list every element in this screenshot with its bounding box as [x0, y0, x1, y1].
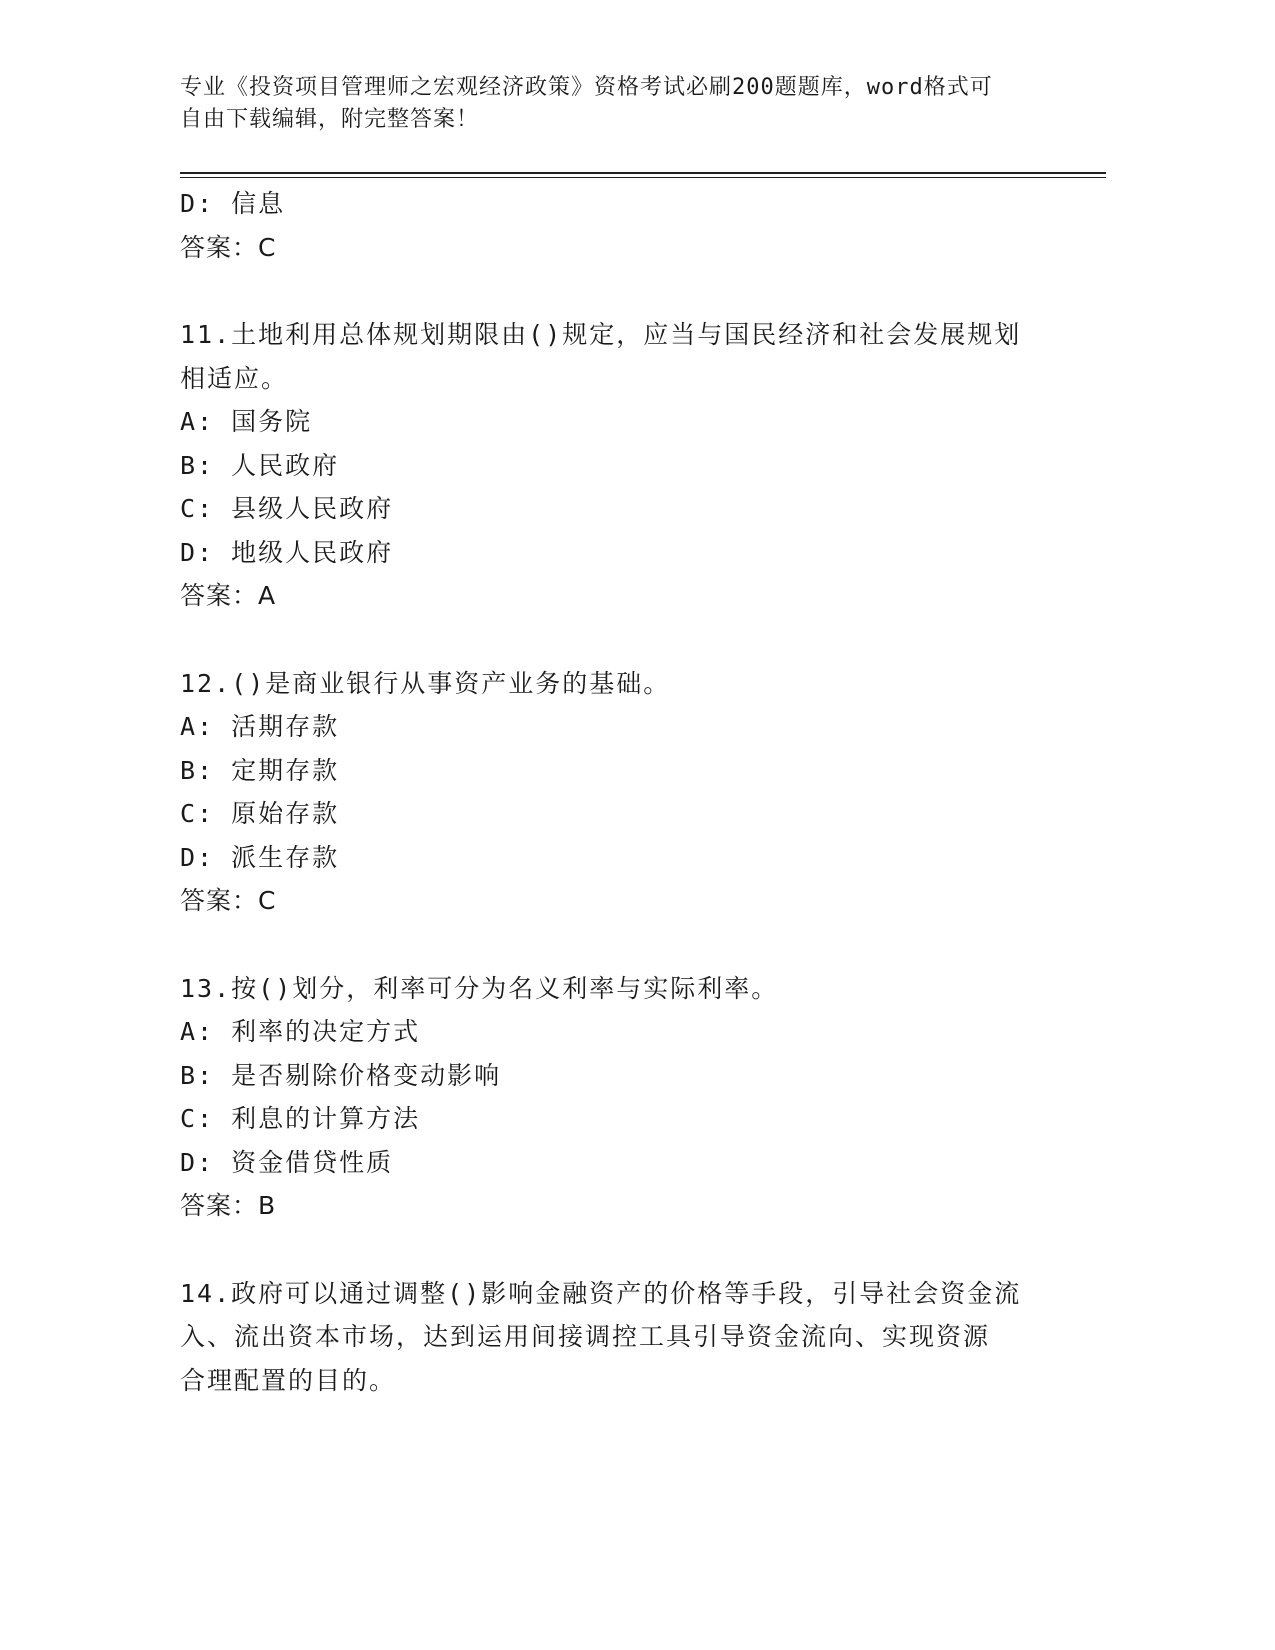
- prev-question-tail: [180, 182, 1040, 269]
- option-d: D: 信息: [180, 189, 286, 218]
- question-12: [180, 662, 1040, 923]
- option-c: C: 原始存款: [180, 799, 340, 828]
- option-a: A: 利率的决定方式: [180, 1017, 421, 1046]
- option-c: C: 县级人民政府: [180, 494, 394, 523]
- answer: 答案：B: [180, 1191, 277, 1220]
- stem-line: 合理配置的目的。: [180, 1365, 397, 1395]
- answer: 答案：C: [180, 886, 277, 915]
- stem-line: 13.按()划分，利率可分为名义利率与实际利率。: [180, 973, 779, 1003]
- stem-line: 入、流出资本市场，达到运用间接调控工具引导资金流向、实现资源: [180, 1322, 991, 1351]
- question-stem: [180, 662, 1040, 706]
- option-d: D: 资金借贷性质: [180, 1147, 394, 1177]
- header-line-1: 专业《投资项目管理师之宏观经济政策》资格考试必刷200题题库，word格式可: [180, 75, 993, 100]
- stem-line: 12.()是商业银行从事资产业务的基础。: [180, 668, 671, 698]
- header-line-2: 自由下载编辑，附完整答案！: [180, 107, 480, 132]
- spacer: [180, 269, 1040, 313]
- spacer: [180, 618, 1040, 662]
- option-b: B: 是否剔除价格变动影响: [180, 1060, 502, 1090]
- option-d: D: 派生存款: [180, 842, 340, 872]
- option-b: B: 定期存款: [180, 755, 340, 785]
- question-stem: [180, 1272, 1040, 1403]
- option-b: B: 人民政府: [180, 450, 340, 480]
- stem-line: 14.政府可以通过调整()影响金融资产的价格等手段，引导社会资金流: [180, 1278, 1022, 1308]
- option-a: A: 活期存款: [180, 712, 340, 741]
- stem-line: 相适应。: [180, 363, 289, 393]
- answer: 答案：A: [180, 581, 277, 610]
- question-stem: [180, 313, 1040, 400]
- document-header: [180, 72, 1040, 136]
- option-d: D: 地级人民政府: [180, 537, 394, 567]
- question-stem: [180, 967, 1040, 1011]
- option-c: C: 利息的计算方法: [180, 1104, 421, 1133]
- answer: 答案：C: [180, 232, 277, 262]
- spacer: [180, 1228, 1040, 1272]
- spacer: [180, 923, 1040, 967]
- header-rule-thin: [180, 177, 1106, 178]
- stem-line: 11.土地利用总体规划期限由()规定，应当与国民经济和社会发展规划: [180, 320, 1022, 349]
- header-rule-thick: [180, 172, 1106, 174]
- question-14: [180, 1272, 1040, 1403]
- document-body: [180, 182, 1040, 1402]
- question-13: [180, 967, 1040, 1228]
- question-11: [180, 313, 1040, 618]
- option-a: A: 国务院: [180, 407, 313, 436]
